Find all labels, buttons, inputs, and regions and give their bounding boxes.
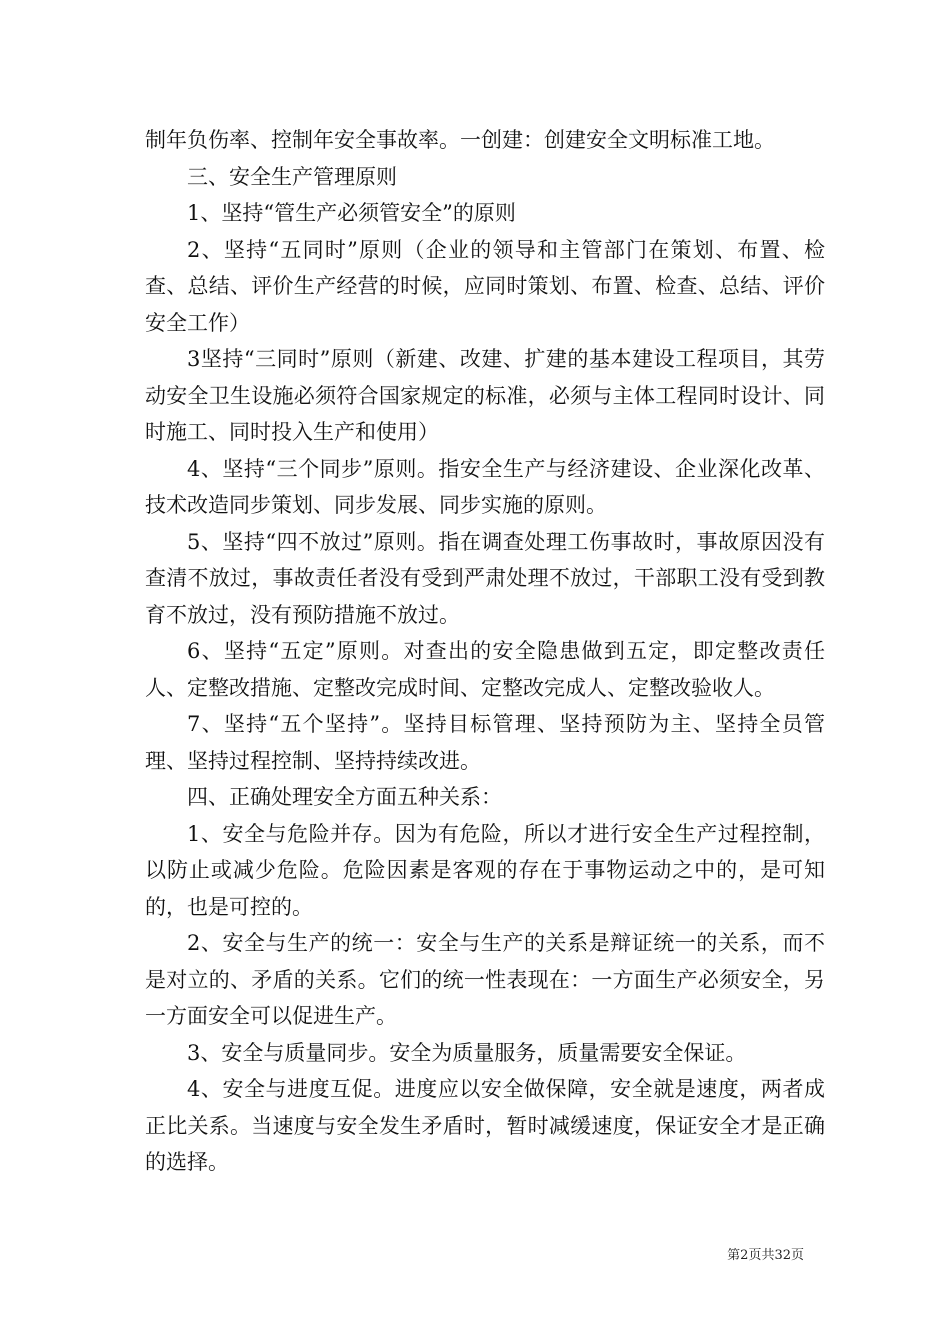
paragraph-principle-2: 2、坚持“五同时”原则（企业的领导和主管部门在策划、布置、检查、总结、评价生产经营的时候，应同时策划、布置、检查、总结、评价安全工作） xyxy=(145,237,825,335)
paragraph-principle-4: 4、坚持“三个同步”原则。指安全生产与经济建设、企业深化改革、技术改造同步策划、同步发展、同步实施的原则。 xyxy=(145,456,825,517)
page-number-footer: 第2页共32页 xyxy=(727,1248,804,1263)
document-body xyxy=(145,122,825,1181)
paragraph-principle-5: 5、坚持“四不放过”原则。指在调查处理工伤事故时，事故原因没有查清不放过，事故责任者没有受到严肃处理不放过，干部职工没有受到教育不放过，没有预防措施不放过。 xyxy=(145,529,825,627)
paragraph-relation-1: 1、安全与危险并存。因为有危险，所以才进行安全生产过程控制，以防止或减少危险。危险因素是客观的存在于事物运动之中的，是可知的，也是可控的。 xyxy=(145,821,825,919)
paragraph-relation-3: 3、安全与质量同步。安全为质量服务，质量需要安全保证。 xyxy=(187,1040,747,1065)
paragraph-principle-6: 6、坚持“五定”原则。对查出的安全隐患做到五定，即定整改责任人、定整改措施、定整改完成时间、定整改完成人、定整改验收人。 xyxy=(145,639,825,700)
paragraph-principle-7: 7、坚持“五个坚持”。坚持目标管理、坚持预防为主、坚持全员管理、坚持过程控制、坚持持续改进。 xyxy=(145,712,825,773)
paragraph-continuation: 制年负伤率、控制年安全事故率。一创建：创建安全文明标准工地。 xyxy=(145,128,775,152)
paragraph-principle-3: 3坚持“三同时”原则（新建、改建、扩建的基本建设工程项目，其劳动安全卫生设施必须符合国家规定的标准，必须与主体工程同时设计、同时施工、同时投入生产和使用） xyxy=(145,347,825,444)
section-heading-4: 四、正确处理安全方面五种关系： xyxy=(187,785,502,809)
section-heading-3: 三、安全生产管理原则 xyxy=(187,164,397,189)
paragraph-principle-1: 1、坚持“管生产必须管安全”的原则 xyxy=(187,201,516,225)
paragraph-relation-4: 4、安全与进度互促。进度应以安全做保障，安全就是速度，两者成正比关系。当速度与安全发生矛盾时，暂时减缓速度，保证安全才是正确的选择。 xyxy=(145,1077,825,1174)
paragraph-relation-2: 2、安全与生产的统一：安全与生产的关系是辩证统一的关系，而不是对立的、矛盾的关系。它们的统一性表现在：一方面生产必须安全，另一方面安全可以促进生产。 xyxy=(145,931,825,1028)
